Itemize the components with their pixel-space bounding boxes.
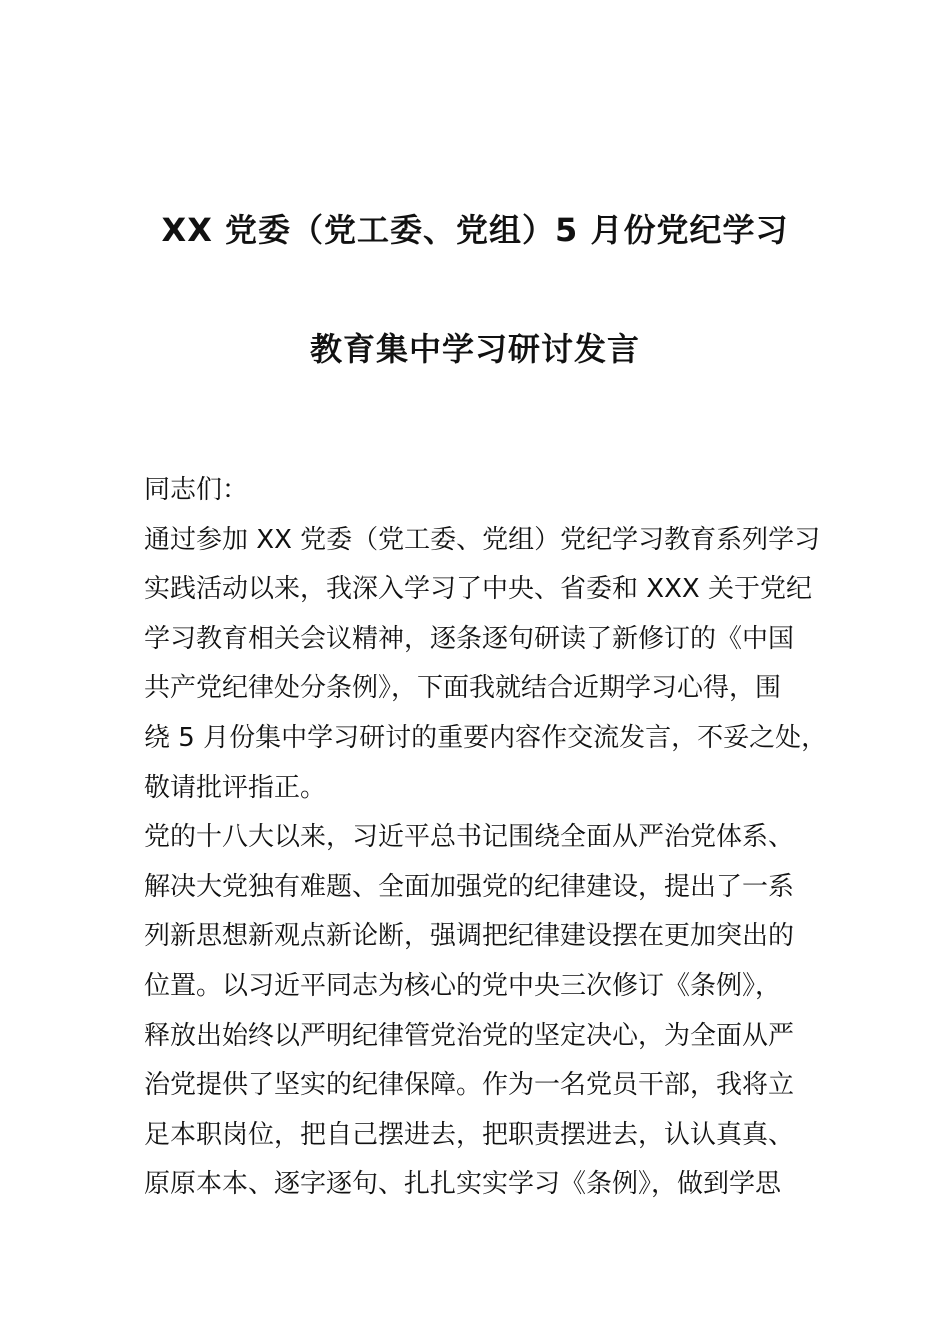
body-line: 学习教育相关会议精神，逐条逐句研读了新修订的《中国 [144, 623, 795, 654]
body-line: 原原本本、逐字逐句、扎扎实实学习《条例》，做到学思 [144, 1169, 782, 1200]
body-line: 位置。以习近平同志为核心的党中央三次修订《条例》， [144, 970, 782, 1001]
body-line: 通过参加 XX 党委（党工委、党组）党纪学习教育系列学习 [144, 524, 821, 555]
body-line: 党的十八大以来，习近平总书记围绕全面从严治党体系、 [144, 822, 795, 853]
body-line: 列新思想新观点新论断，强调把纪律建设摆在更加突出的 [144, 921, 795, 952]
body-line: 治党提供了坚实的纪律保障。作为一名党员干部，我将立 [144, 1070, 795, 1101]
body-line: 足本职岗位，把自己摆进去，把职责摆进去，认认真真、 [144, 1119, 795, 1150]
body-line: 绕 5 月份集中学习研讨的重要内容作交流发言，不妥之处， [144, 722, 828, 753]
body-line: 释放出始终以严明纪律管党治党的坚定决心，为全面从严 [144, 1020, 795, 1051]
document-body [144, 466, 828, 1210]
body-line: 敬请批评指正。 [144, 772, 327, 803]
body-line: 实践活动以来，我深入学习了中央、省委和 XXX 关于党纪 [144, 574, 812, 605]
document-title-line-1: XX 党委（党工委、党组）5 月份党纪学习 [161, 211, 789, 249]
salutation: 同志们： [144, 475, 249, 505]
body-line: 共产党纪律处分条例》，下面我就结合近期学习心得，围 [144, 673, 782, 704]
document-title-line-2: 教育集中学习研讨发言 [309, 330, 640, 368]
body-line: 解决大党独有难题、全面加强党的纪律建设，提出了一系 [144, 871, 795, 902]
